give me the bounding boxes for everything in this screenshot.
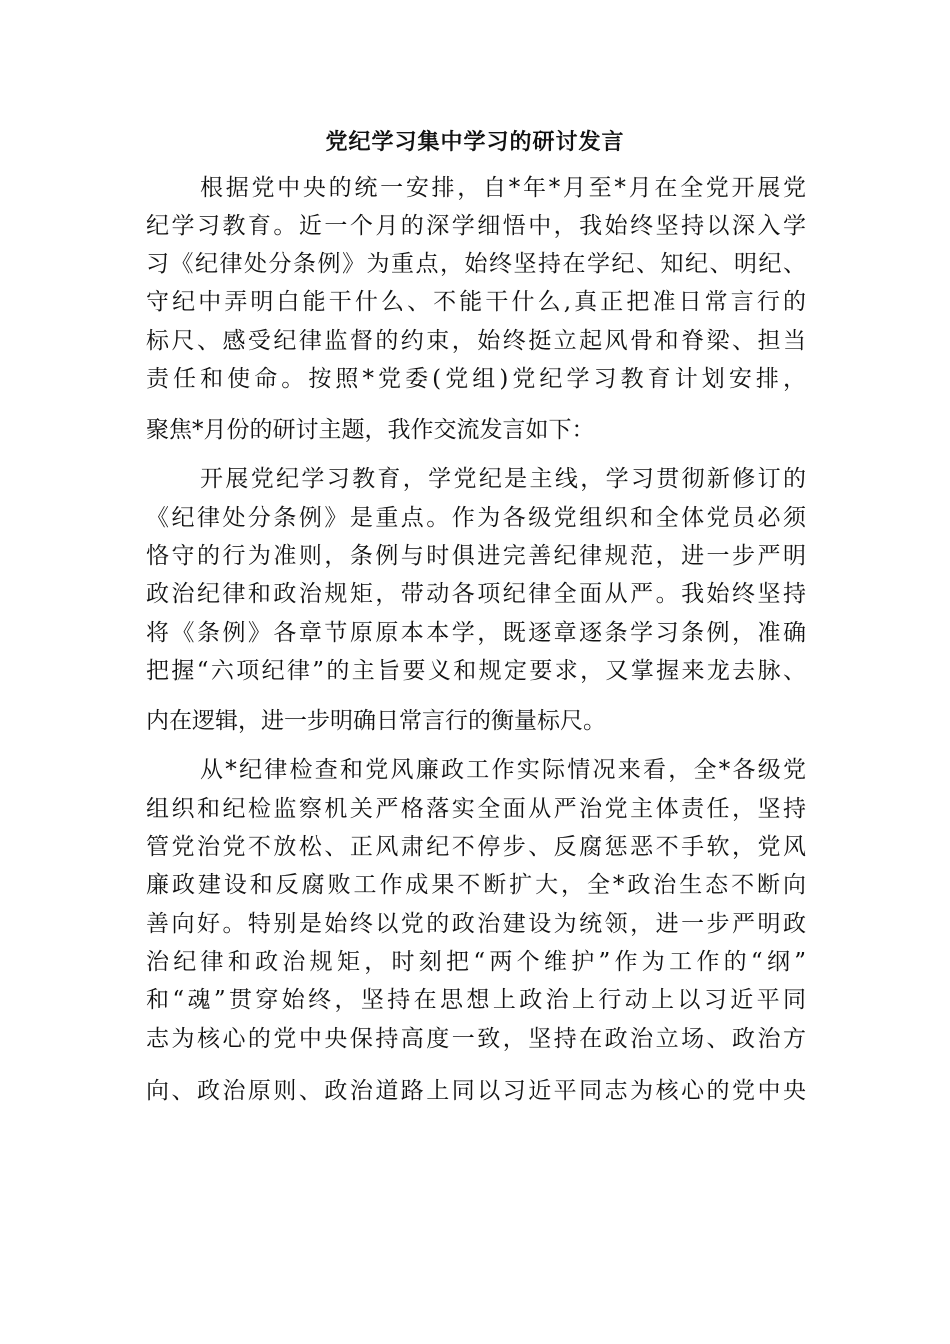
text-line: 守纪中弄明白能干什么、不能干什么,真正把准日常言行的 <box>146 289 806 315</box>
text-line: 标尺、感受纪律监督的约束，始终挺立起风骨和脊梁、担当 <box>146 328 806 354</box>
text-line: 根据党中央的统一安排，自*年*月至*月在全党开展党 <box>200 175 806 201</box>
text-line: 善向好。特别是始终以党的政治建设为统领，进一步严明政 <box>146 911 806 937</box>
text-line: 责任和使命。按照*党委(党组)党纪学习教育计划安排， <box>146 366 806 392</box>
text-line: 治纪律和政治规矩，时刻把“两个维护”作为工作的“纲” <box>146 949 806 975</box>
text-line: 政治纪律和政治规矩，带动各项纪律全面从严。我始终坚持 <box>146 581 806 607</box>
text-line: 管党治党不放松、正风肃纪不停步、反腐惩恶不手软，党风 <box>146 834 806 860</box>
text-line: 志为核心的党中央保持高度一致，坚持在政治立场、政治方 <box>146 1026 806 1052</box>
text-line: 组织和纪检监察机关严格落实全面从严治党主体责任，坚持 <box>146 796 806 822</box>
text-line: 廉政建设和反腐败工作成果不断扩大，全*政治生态不断向 <box>146 872 806 898</box>
text-line: 开展党纪学习教育，学党纪是主线，学习贯彻新修订的 <box>200 466 806 492</box>
text-line: 聚焦*月份的研讨主题，我作交流发言如下： <box>146 417 595 443</box>
document-title: 党纪学习集中学习的研讨发言 <box>325 129 625 155</box>
text-line: 把握“六项纪律”的主旨要义和规定要求，又掌握来龙去脉、 <box>146 658 806 684</box>
text-line: 从*纪律检查和党风廉政工作实际情况来看，全*各级党 <box>200 757 806 783</box>
text-line: 纪学习教育。近一个月的深学细悟中，我始终坚持以深入学 <box>146 213 806 239</box>
text-line: 内在逻辑，进一步明确日常言行的衡量标尺。 <box>146 708 606 734</box>
text-line: 向、政治原则、政治道路上同以习近平同志为核心的党中央 <box>146 1078 806 1104</box>
text-line: 和“魂”贯穿始终，坚持在思想上政治上行动上以习近平同 <box>146 987 806 1013</box>
text-line: 将《条例》各章节原原本本学，既逐章逐条学习条例，准确 <box>146 620 806 646</box>
text-line: 恪守的行为准则，条例与时俱进完善纪律规范，进一步严明 <box>146 543 806 569</box>
text-line: 习《纪律处分条例》为重点，始终坚持在学纪、知纪、明纪、 <box>146 251 806 277</box>
text-line: 《纪律处分条例》是重点。作为各级党组织和全体党员必须 <box>146 505 806 531</box>
